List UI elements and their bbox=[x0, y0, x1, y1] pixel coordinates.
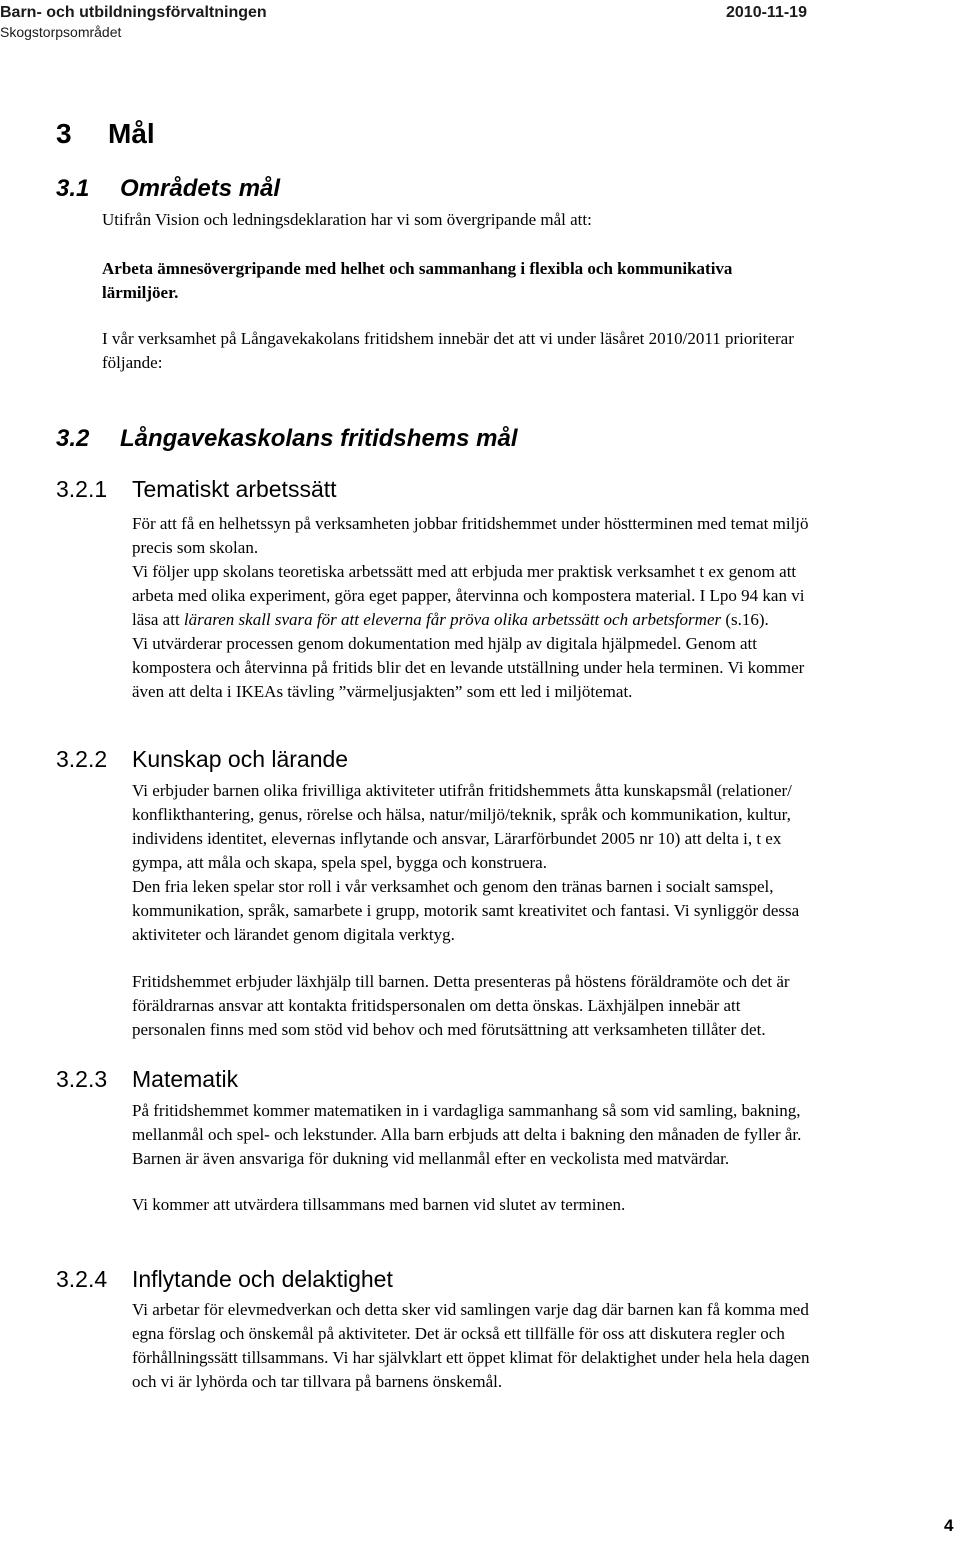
page-number: 4 bbox=[944, 1516, 954, 1535]
heading-3-2-4-title: Inflytande och delaktighet bbox=[132, 1266, 393, 1292]
s323-line: Barnen är även ansvariga för dukning vid mellanmål efter en veckolista med matvärdar. bbox=[132, 1149, 730, 1168]
heading-3-1-title: Områdets mål bbox=[120, 175, 281, 202]
heading-3-2-2-title: Kunskap och lärande bbox=[132, 746, 349, 772]
heading-3-2-title: Långavekaskolans fritidshems mål bbox=[120, 425, 518, 452]
heading-3-2-4-number: 3.2.4 bbox=[56, 1266, 108, 1292]
s322-line: gympa, att måla och skapa, spela spel, bygga och konstruera. bbox=[132, 853, 547, 872]
heading-3 bbox=[56, 118, 155, 150]
heading-3-2-3-number: 3.2.3 bbox=[56, 1066, 108, 1092]
s323-line: På fritidshemmet kommer matematiken in i vardagliga sammanhang så som vid samling, bakning, bbox=[132, 1101, 801, 1120]
s322-line: Den fria leken spelar stor roll i vår verksamhet och genom den tränas barnen i socialt samspel, bbox=[132, 877, 774, 896]
s31-goal-line: lärmiljöer. bbox=[102, 283, 179, 302]
heading-3-1 bbox=[56, 175, 280, 203]
heading-3-2-3-title: Matematik bbox=[132, 1066, 239, 1092]
s322-line: Fritidshemmet erbjuder läxhjälp till barnen. Detta presenteras på höstens föräldramöte och det är bbox=[132, 972, 790, 991]
heading-3-2-1 bbox=[56, 476, 337, 503]
s323-line: Vi kommer att utvärdera tillsammans med barnen vid slutet av terminen. bbox=[132, 1195, 626, 1214]
s324-line: Vi arbetar för elevmedverkan och detta sker vid samlingen varje dag där barnen kan få komma med bbox=[132, 1300, 809, 1319]
heading-3-title: Mål bbox=[108, 118, 155, 149]
heading-3-2-3 bbox=[56, 1066, 238, 1093]
s31-goal bbox=[102, 257, 732, 305]
heading-3-2-number: 3.2 bbox=[56, 425, 90, 452]
s321-line: arbeta med olika experiment, göra eget papper, återvinna och kompostera material. I Lpo 94 kan vi bbox=[132, 586, 805, 605]
s321-lpo-quote: läraren skall svara för att eleverna får pröva olika arbetssätt och arbetsformer bbox=[183, 610, 722, 629]
s324-line: förhållningssätt tillsammans. Vi har självklart ett öppet klimat för delaktighet under hela hela dagen bbox=[132, 1348, 810, 1367]
s321-line: kompostera och återvinna på fritids blir det en levande utställning under hela terminen. Vi kommer bbox=[132, 658, 805, 677]
s322-line: Vi erbjuder barnen olika frivilliga aktiviteter utifrån fritidshemmets åtta kunskapsmål (relationer/ bbox=[132, 781, 792, 800]
s324-body bbox=[132, 1298, 810, 1394]
s321-line: Vi utvärderar processen genom dokumentation med hjälp av digitala hjälpmedel. Genom att bbox=[132, 634, 757, 653]
s321-lpo-line bbox=[132, 608, 809, 632]
s321-line: För att få en helhetssyn på verksamheten jobbar fritidshemmet under höstterminen med temat miljö bbox=[132, 514, 809, 533]
s321-line: precis som skolan. bbox=[132, 538, 259, 557]
heading-3-number: 3 bbox=[56, 118, 72, 149]
header-date: 2010-11-19 bbox=[726, 4, 807, 21]
s321-lpo-pre: läsa att bbox=[132, 610, 184, 629]
s322-body-2 bbox=[132, 970, 790, 1042]
s322-line: aktiviteter och lärandet genom digitala verktyg. bbox=[132, 925, 455, 944]
heading-3-2-1-title: Tematiskt arbetssätt bbox=[132, 476, 337, 502]
heading-3-2 bbox=[56, 425, 518, 453]
s322-line: kommunikation, språk, samarbete i grupp, motorik samt kreativitet och fantasi. Vi synliggör dessa bbox=[132, 901, 800, 920]
heading-3-2-2-number: 3.2.2 bbox=[56, 746, 108, 772]
s31-para-line: följande: bbox=[102, 353, 163, 372]
s321-body bbox=[132, 512, 809, 704]
s322-line: personalen finns med som stöd vid behov och med förutsättning att verksamheten tillåter det. bbox=[132, 1020, 766, 1039]
s31-para-line: I vår verksamhet på Långavekakolans fritidshem innebär det att vi under läsåret 2010/2011 prioriterar bbox=[102, 329, 794, 348]
s324-line: och vi är lyhörda och tar tillvara på barnens önskemål. bbox=[132, 1372, 503, 1391]
heading-3-2-1-number: 3.2.1 bbox=[56, 476, 108, 502]
s322-body bbox=[132, 779, 799, 947]
s323-body-2 bbox=[132, 1193, 625, 1217]
s31-goal-line: Arbeta ämnesövergripande med helhet och sammanhang i flexibla och kommunikativa bbox=[102, 259, 733, 278]
heading-3-2-4 bbox=[56, 1266, 393, 1293]
heading-3-2-2 bbox=[56, 746, 348, 773]
s321-line: Vi följer upp skolans teoretiska arbetssätt med att erbjuda mer praktisk verksamhet t ex genom att bbox=[132, 562, 797, 581]
s31-para bbox=[102, 327, 794, 375]
s322-line: individens identitet, elevernas inflytande och ansvar, Lärarförbundet 2005 nr 10) att delta i, t ex bbox=[132, 829, 782, 848]
s31-intro: Utifrån Vision och ledningsdeklaration har vi som övergripande mål att: bbox=[102, 210, 592, 229]
s322-line: föräldrarnas ansvar att kontakta fritidspersonalen om detta önskas. Läxhjälpen innebär att bbox=[132, 996, 741, 1015]
s321-line: även att delta i IKEAs tävling ”värmeljusjakten” som ett led i miljötemat. bbox=[132, 682, 633, 701]
s323-body bbox=[132, 1099, 801, 1171]
header-org: Barn- och utbildningsförvaltningen bbox=[0, 4, 267, 21]
s322-line: konflikthantering, genus, rörelse och hälsa, natur/miljö/teknik, språk och kommunikation, kultur, bbox=[132, 805, 791, 824]
s324-line: egna förslag och önskemål på aktiviteter. Det är också ett tillfälle för oss att diskutera regler och bbox=[132, 1324, 785, 1343]
s323-line: mellanmål och spel- och lekstunder. Alla barn erbjuds att delta i bakning den månaden de fyller år. bbox=[132, 1125, 802, 1144]
s321-lpo-post: (s.16). bbox=[721, 610, 769, 629]
header-area: Skogstorpsområdet bbox=[0, 24, 122, 40]
heading-3-1-number: 3.1 bbox=[56, 175, 90, 202]
